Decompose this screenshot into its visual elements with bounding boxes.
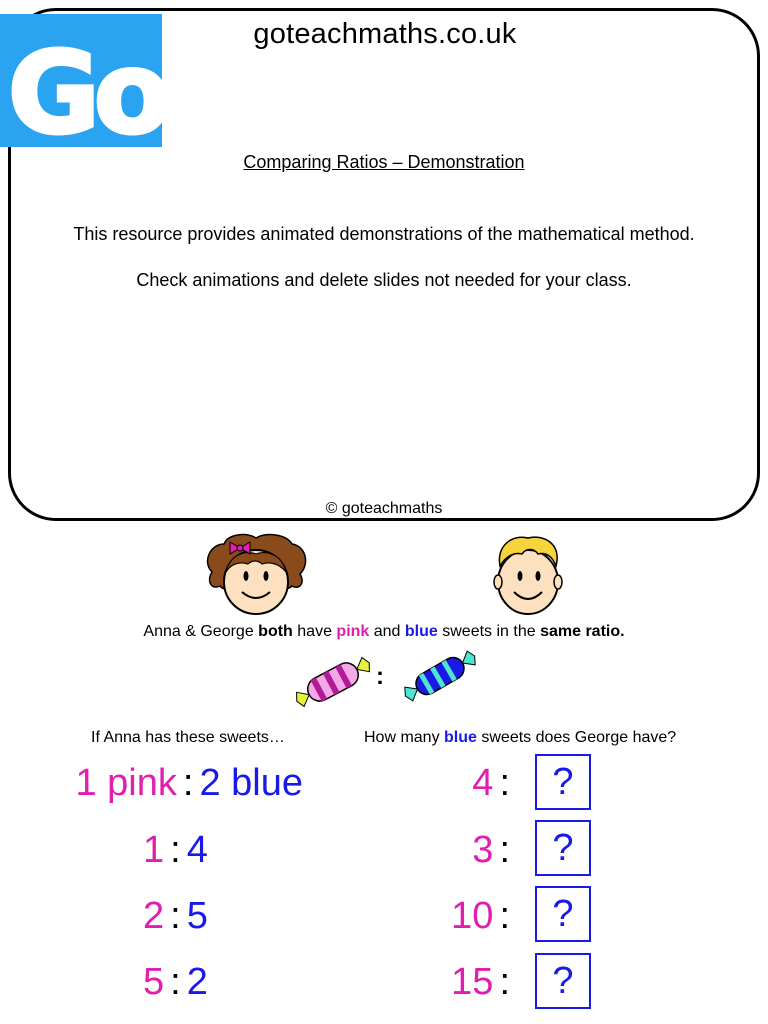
ratio-blue-value: 5 [186,895,208,937]
heading-text: How many [364,729,445,746]
ratio-pink-value: 1 pink [75,762,177,804]
question-column-heading [364,729,676,747]
pink-sweet-icon [290,648,376,716]
ratio-pink-value: 1 [143,829,165,871]
anna-ratio-row [143,963,208,1001]
george-ratio-row [398,831,516,869]
problem-statement [0,623,768,641]
anna-face-icon [202,532,310,616]
ratio-separator: : [499,762,510,804]
answer-box[interactable]: ? [535,754,591,810]
statement-same-ratio: same ratio. [540,623,625,640]
ratio-separator: : [170,961,181,1003]
ratio-blue-value: 2 [186,961,208,1003]
george-pink-value: 10 [451,895,494,937]
george-ratio-row [398,963,516,1001]
ratio-separator: : [182,762,194,804]
ratio-separator: : [499,961,510,1003]
statement-text: and [369,623,405,640]
intro-text-2: Check animations and delete slides not needed for your class. [136,270,632,290]
george-pink-value: 4 [472,762,494,804]
answer-box[interactable]: ? [535,953,591,1009]
george-face-icon [488,532,568,616]
answer-box[interactable]: ? [535,886,591,942]
statement-text: have [292,623,337,640]
copyright-text: © goteachmaths [325,500,443,517]
statement-text: Anna & George [143,623,259,640]
intro-text-1: This resource provides animated demonstrations of the mathematical method. [73,224,695,244]
george-ratio-row [398,764,516,802]
george-ratio-row [398,897,516,935]
statement-both: both [258,623,293,640]
anna-column-heading: If Anna has these sweets… [91,729,285,746]
answer-box[interactable]: ? [535,820,591,876]
george-pink-value: 3 [472,829,494,871]
anna-ratio-row [143,897,208,935]
site-title: goteachmaths.co.uk [253,18,517,50]
ratio-separator: : [499,895,510,937]
ratio-pink-value: 2 [143,895,165,937]
ratio-pink-value: 5 [143,961,165,1003]
ratio-blue-value: 2 blue [199,762,303,804]
svg-text:Go!: Go! [8,29,210,159]
ratio-separator: : [170,895,181,937]
statement-pink: pink [336,623,370,640]
anna-ratio-row [143,831,208,869]
statement-blue: blue [404,623,438,640]
george-pink-value: 15 [451,961,494,1003]
sweets-separator: : [376,663,384,690]
heading-text: sweets does George have? [476,729,677,746]
page-title: Comparing Ratios – Demonstration [243,152,525,172]
anna-ratio-row [53,764,303,802]
ratio-blue-value: 4 [186,829,208,871]
ratio-separator: : [499,829,510,871]
blue-sweet-icon [400,646,480,706]
statement-text: sweets in the [437,623,541,640]
heading-blue: blue [444,729,477,746]
go-logo [0,14,210,159]
ratio-separator: : [170,829,181,871]
